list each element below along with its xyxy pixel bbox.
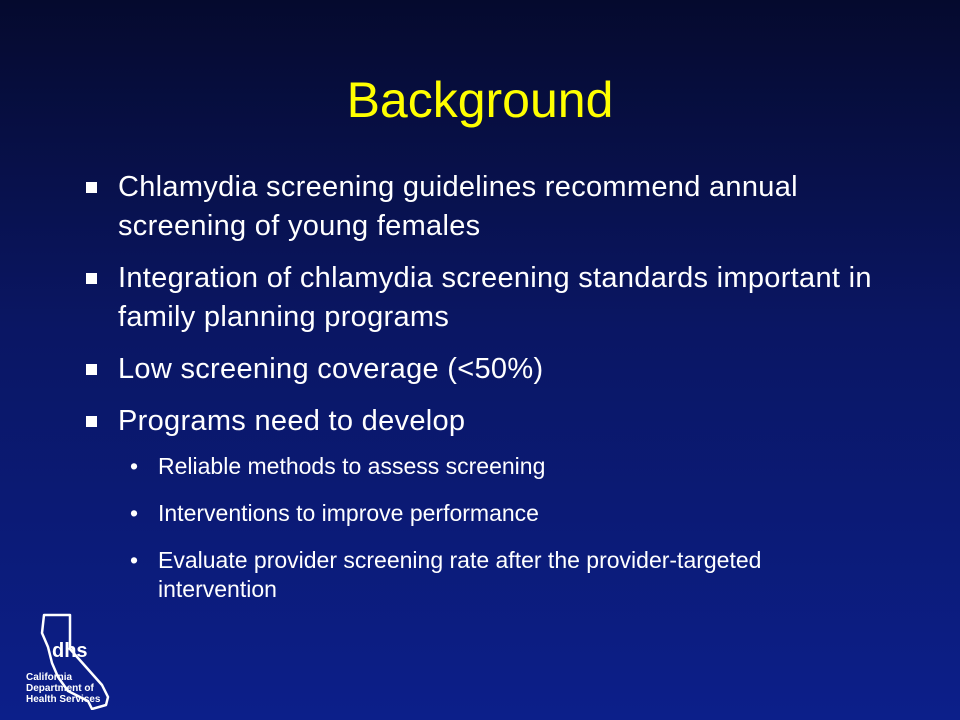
dhs-mark: dhs: [52, 640, 88, 662]
slide-title: Background: [346, 72, 614, 128]
bullet-item: [86, 168, 876, 246]
logo-line: California: [26, 672, 73, 683]
sub-bullet-text: Interventions to improve performance: [158, 500, 539, 526]
bullet-text: Low screening coverage (<50%): [118, 353, 544, 385]
sub-bullet-item: [130, 452, 876, 481]
sub-bullet-item: [130, 499, 876, 528]
sub-bullet-text: Evaluate provider screening rate after the provider-targeted intervention: [158, 547, 762, 602]
bullet-text: Chlamydia screening guidelines recommend annual screening of young females: [118, 171, 798, 242]
logo-caption: [26, 672, 101, 705]
bullet-text: Programs need to develop: [118, 405, 466, 437]
dot-bullet-icon: •: [130, 453, 139, 479]
bullet-text: Integration of chlamydia screening standards important in family planning programs: [118, 262, 872, 333]
bullet-item: [86, 350, 876, 389]
square-bullet-icon: [86, 416, 97, 427]
bullet-item: [86, 259, 876, 337]
bullet-list: [86, 168, 876, 622]
sub-bullet-list: [130, 452, 876, 604]
dot-bullet-icon: •: [130, 500, 139, 526]
sub-bullet-item: [130, 546, 876, 604]
square-bullet-icon: [86, 364, 97, 375]
logo-line: Department of: [26, 683, 94, 694]
square-bullet-icon: [86, 182, 97, 193]
bullet-item: [86, 402, 876, 441]
logo-line: Health Services: [26, 694, 101, 705]
dot-bullet-icon: •: [130, 547, 139, 573]
sub-bullet-text: Reliable methods to assess screening: [158, 453, 546, 479]
square-bullet-icon: [86, 273, 97, 284]
